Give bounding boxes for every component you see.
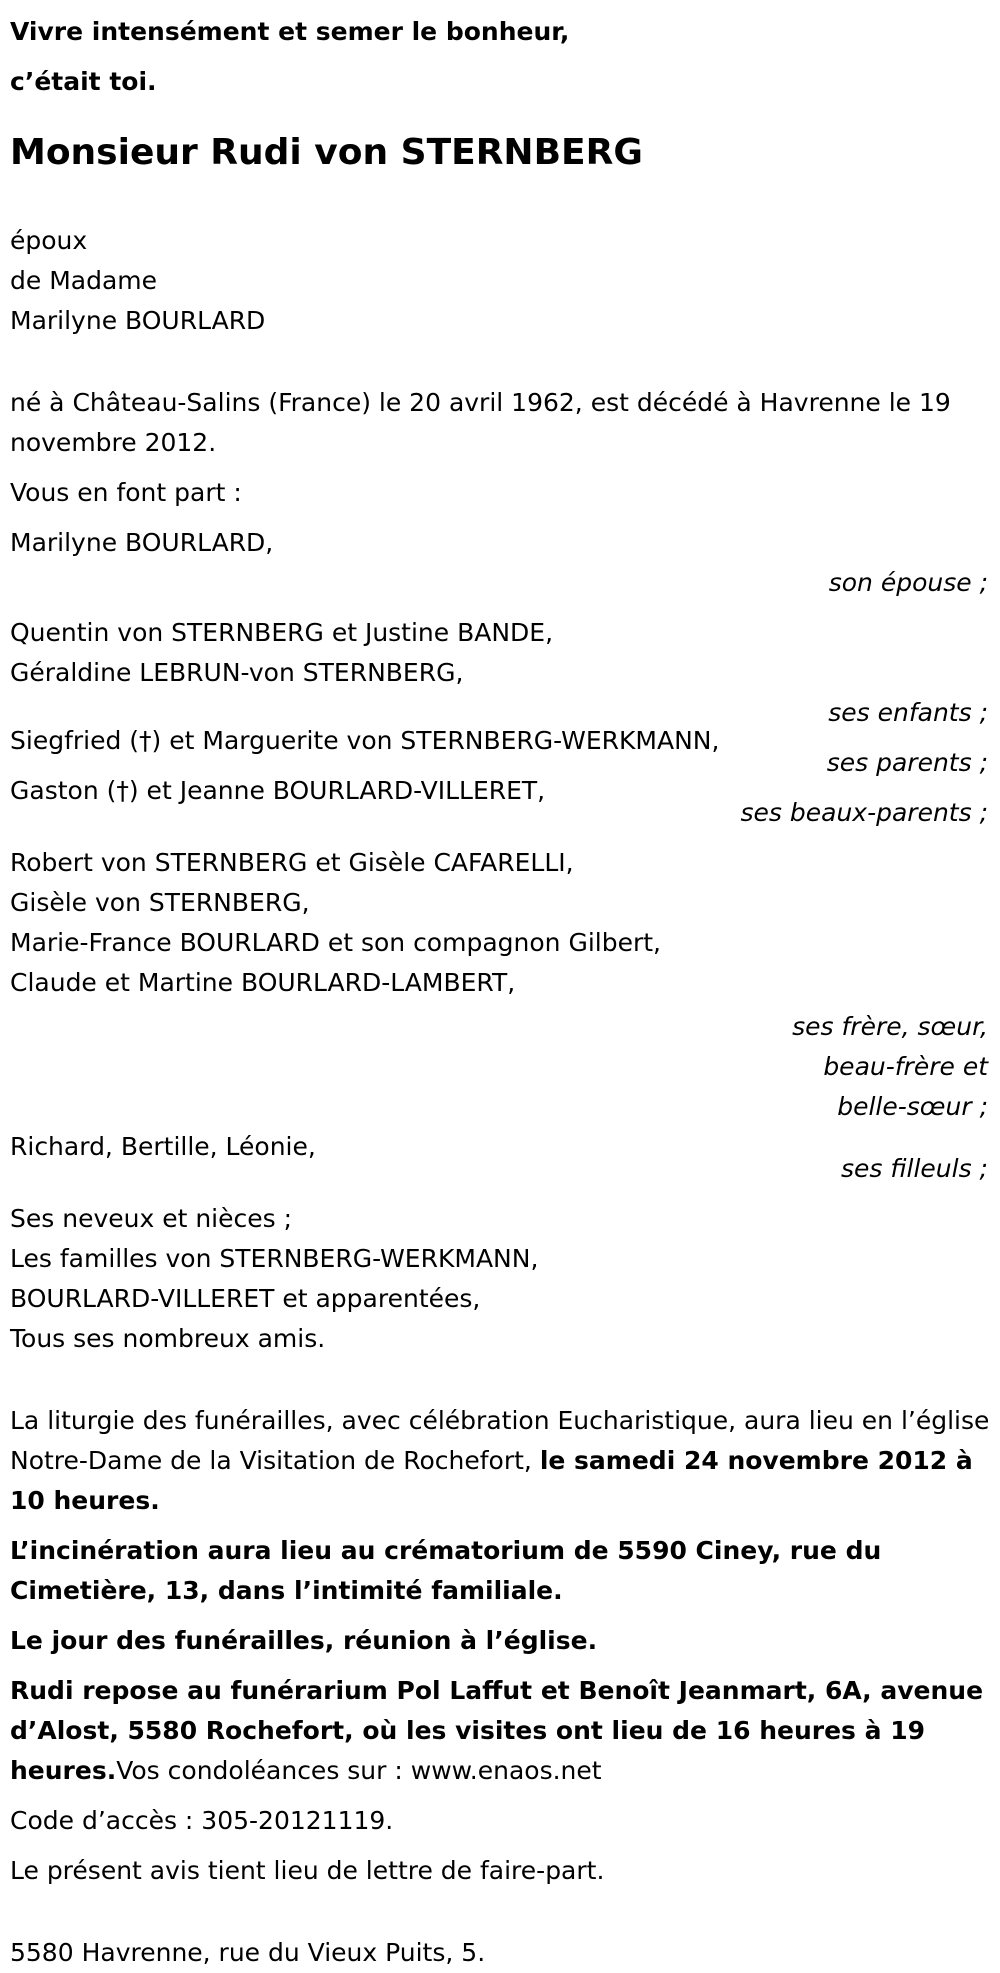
others-line: Ses neveux et nièces ;	[10, 1204, 293, 1233]
family-name: Claude et Martine BOURLARD-LAMBERT,	[10, 968, 516, 997]
others-line: Les familles von STERNBERG-WERKMANN,	[10, 1244, 539, 1273]
notice-text: Le présent avis tient lieu de lettre de faire-part.	[10, 1856, 605, 1885]
epigraph-line-1: Vivre intensément et semer le bonheur,	[10, 17, 570, 46]
others-line: BOURLARD-VILLERET et apparentées,	[10, 1284, 481, 1313]
spouse-line-2: de Madame	[10, 266, 158, 295]
family-name: Quentin von STERNBERG et Justine BANDE,	[10, 618, 554, 647]
access-code-text: Code d’accès : 305-20121119.	[10, 1806, 394, 1835]
spouse-line-3: Marilyne BOURLARD	[10, 306, 266, 335]
announce-text: Vous en font part :	[10, 478, 242, 507]
rest-location: Rudi repose au funérarium Pol Laffut et Benoît Jeanmart, 6A, avenue d’Alost, 5580 Rochefort, où les visites ont lieu de 16 heures à 19 heures.	[10, 1676, 984, 1785]
family-role: ses enfants ;	[828, 698, 988, 727]
page-title: Monsieur Rudi von STERNBERG	[10, 132, 643, 173]
family-name: Robert von STERNBERG et Gisèle CAFARELLI,	[10, 848, 574, 877]
family-name: Géraldine LEBRUN-von STERNBERG,	[10, 658, 464, 687]
cremation-text: L’incinération aura lieu au crématorium de 5590 Ciney, rue du Cimetière, 13, dans l’intimité familiale.	[10, 1536, 882, 1605]
family-name: Marie-France BOURLARD et son compagnon Gilbert,	[10, 928, 661, 957]
family-group-spouse	[10, 523, 1000, 603]
spouse-line-1: époux	[10, 226, 88, 255]
others-line: Tous ses nombreux amis.	[10, 1324, 326, 1353]
family-role: ses beaux-parents ;	[740, 798, 988, 827]
family-role: son épouse ;	[828, 568, 988, 597]
family-name: Marilyne BOURLARD,	[10, 528, 274, 557]
family-group-godchildren	[10, 1127, 1000, 1189]
family-role: ses parents ;	[826, 748, 988, 777]
epigraph-line-2: c’était toi.	[10, 67, 157, 96]
family-name: Siegfried (†) et Marguerite von STERNBERG-WERKMANN,	[10, 726, 720, 755]
family-group-children	[10, 613, 1000, 733]
spouse-block	[10, 221, 1000, 341]
liturgy-text	[10, 1401, 1000, 1521]
family-role: belle-sœur ;	[837, 1092, 988, 1121]
rest-text	[10, 1671, 1000, 1791]
family-role: ses frère, sœur,	[792, 1012, 988, 1041]
liturgy-date: le samedi 24 novembre 2012 à 10 heures.	[10, 1446, 973, 1515]
family-name: Richard, Bertille, Léonie,	[10, 1132, 316, 1161]
meeting-text: Le jour des funérailles, réunion à l’église.	[10, 1626, 598, 1655]
birth-death-text: né à Château-Salins (France) le 20 avril 1962, est décédé à Havrenne le 19 novembre 2012.	[10, 388, 951, 457]
others-block	[10, 1199, 1000, 1359]
family-name: Gaston (†) et Jeanne BOURLARD-VILLERET,	[10, 776, 546, 805]
liturgy-plain: La liturgie des funérailles, avec célébration Eucharistique, aura lieu en l’église Notre-Dame de la Visitation de Rochefort,	[10, 1406, 990, 1475]
family-name: Gisèle von STERNBERG,	[10, 888, 310, 917]
family-role: ses filleuls ;	[841, 1154, 988, 1183]
family-group-siblings	[10, 843, 1000, 1127]
address-text: 5580 Havrenne, rue du Vieux Puits, 5.	[10, 1938, 486, 1967]
condolences-text: Vos condoléances sur : www.enaos.net	[116, 1756, 602, 1785]
epigraph	[10, 0, 1000, 107]
family-role: beau-frère et	[823, 1052, 988, 1081]
